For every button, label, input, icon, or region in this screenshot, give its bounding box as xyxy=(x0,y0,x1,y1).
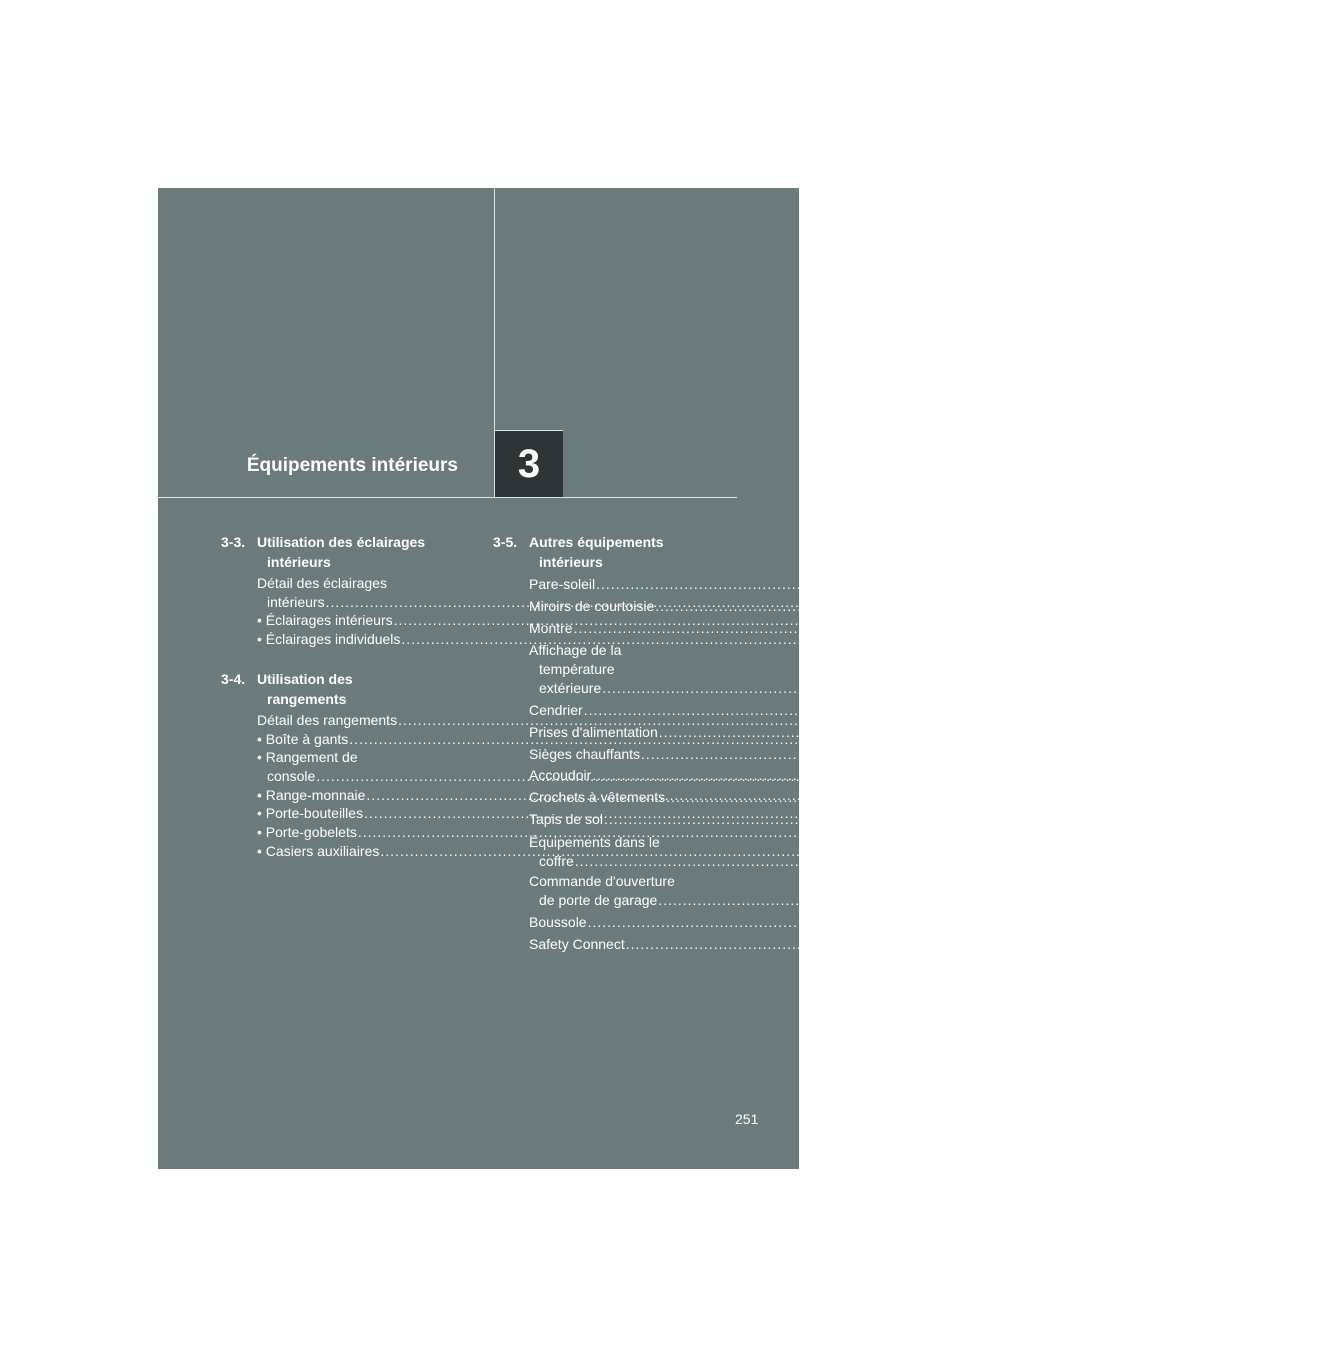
toc-entry-page: 319 xyxy=(1037,612,1061,629)
toc-entry[interactable] xyxy=(529,641,1270,698)
toc-entry-text: Équipements dans le xyxy=(529,833,660,850)
dot-leader xyxy=(596,574,1237,596)
toc-entry-page: 349 xyxy=(1301,892,1326,909)
section-number: 3-3. xyxy=(221,534,246,550)
toc-entry-label: Tapis de sol xyxy=(529,811,603,828)
toc-entry-label: • Porte-bouteilles xyxy=(257,805,364,822)
toc-entry-page: 338 xyxy=(1302,723,1326,740)
section-title-line-1: Autres équipements xyxy=(529,534,664,550)
toc-entry-label: Montre xyxy=(529,619,573,636)
section-title-line-1: Utilisation des xyxy=(257,670,353,687)
toc-entry-page: 335 xyxy=(1245,680,1270,697)
toc-entry-page: 324 xyxy=(992,730,1017,747)
toc-entry-page: 328 xyxy=(1001,824,1025,841)
dot-leader xyxy=(626,934,1267,956)
section-heading xyxy=(221,532,467,572)
toc-entry[interactable] xyxy=(529,872,1326,910)
toc-entry-line xyxy=(529,852,1242,871)
section-heading xyxy=(493,532,740,572)
chapter-number-box: 3 xyxy=(494,430,563,497)
toc-entry-line xyxy=(529,679,1270,698)
toc-entry-label: extérieure xyxy=(539,680,602,697)
toc-entry-label: coffre xyxy=(539,852,574,869)
toc-entry-label: Pare-soleil xyxy=(529,576,596,592)
section-title-line-1: Utilisation des éclairages xyxy=(257,534,426,550)
toc-entry-label: • Éclairages individuels xyxy=(257,631,401,648)
toc-entry-page: 318 xyxy=(969,593,993,610)
toc-entry-page: 332 xyxy=(1239,576,1264,592)
toc-entry-line xyxy=(529,934,1293,956)
section-title-line-2: intérieurs xyxy=(539,554,603,570)
toc-entry-page: 334 xyxy=(1217,619,1241,636)
toc-entry-line xyxy=(529,912,1255,934)
toc-entry[interactable] xyxy=(257,711,1065,730)
dot-leader xyxy=(588,912,1229,934)
dot-leader xyxy=(574,618,1215,640)
toc-entry-line xyxy=(529,574,1264,596)
toc-entry-page: 343 xyxy=(1235,767,1260,784)
toc-entry-page: 330 xyxy=(1023,842,1048,859)
toc-entry-page: 341 xyxy=(1284,745,1308,762)
section-number: 3-5. xyxy=(493,534,518,550)
section-title-line-2: intérieurs xyxy=(267,554,331,570)
dot-leader xyxy=(592,765,1233,787)
toc-entry-label: Accoudoir xyxy=(529,767,592,784)
toc-entry[interactable] xyxy=(529,574,1264,596)
toc-entry-page: 320 xyxy=(1044,631,1069,648)
dot-leader xyxy=(602,680,1243,696)
toc-entry-page: 358 xyxy=(1231,913,1255,930)
toc-entry-page: 333 xyxy=(1298,597,1323,614)
vertical-divider xyxy=(494,188,495,430)
section-heading xyxy=(221,669,467,709)
dot-leader xyxy=(658,892,1299,908)
dot-leader xyxy=(575,853,1216,869)
toc-entry-line xyxy=(257,630,1069,649)
dot-leader xyxy=(641,744,1282,766)
toc-entry-text: Commande d'ouverture xyxy=(529,873,675,890)
toc-entry-label: de porte de garage xyxy=(539,892,658,909)
toc-entry-label: Crochets à vêtements xyxy=(529,789,666,806)
toc-entry-label: • Éclairages intérieurs xyxy=(257,612,393,629)
page-number: 251 xyxy=(735,1111,759,1127)
section-title-line-2: rangements xyxy=(267,690,347,707)
toc-entry-label: Safety Connect xyxy=(529,935,625,952)
toc-entry-page: 326 xyxy=(1009,786,1034,803)
toc-entry-label: Détail des rangements xyxy=(257,711,398,728)
toc-entry[interactable] xyxy=(529,934,1293,956)
toc-entry-page: 345 xyxy=(1247,811,1271,828)
dot-leader xyxy=(659,722,1300,744)
toc-entry-label: intérieurs xyxy=(267,593,325,610)
toc-entry-page: 325 xyxy=(959,767,984,784)
toc-entry-text: Détail des éclairages xyxy=(257,575,387,591)
toc-entry-text: température xyxy=(539,661,615,678)
toc-entry-label: • Range-monnaie xyxy=(257,786,366,803)
toc-entry[interactable] xyxy=(529,912,1255,934)
dot-leader xyxy=(655,593,1296,618)
toc-entry-label: Miroirs de courtoisie xyxy=(529,597,655,614)
toc-entry-label: • Porte-gobelets xyxy=(257,824,357,841)
toc-entry-label: Sièges chauffants xyxy=(529,745,641,762)
toc-entry-page: 327 xyxy=(1007,805,1031,822)
dot-leader xyxy=(666,787,1307,809)
toc-entry-page: 347 xyxy=(1218,852,1242,869)
toc-entry-line xyxy=(257,711,1065,730)
toc-entry-text: • Rangement de xyxy=(257,749,358,766)
toc-entry[interactable] xyxy=(257,630,1069,649)
toc-entry-label: Cendrier xyxy=(529,701,583,718)
toc-entry-label: Boussole xyxy=(529,913,587,930)
toc-entry-label: • Casiers auxiliaires xyxy=(257,842,380,859)
dot-leader xyxy=(604,809,1245,831)
toc-entry-page: 362 xyxy=(1269,935,1293,952)
toc-entry-line xyxy=(529,891,1326,910)
toc-entry[interactable] xyxy=(529,744,1308,766)
toc-entry-page: 337 xyxy=(1227,701,1251,718)
dot-leader xyxy=(584,700,1225,722)
toc-entry-text: Affichage de la xyxy=(529,642,622,659)
toc-entry-label: console xyxy=(267,767,316,784)
horizontal-divider xyxy=(158,497,737,498)
section-number: 3-4. xyxy=(221,670,246,687)
chapter-title: Équipements intérieurs xyxy=(246,455,458,476)
toc-entry-label: Prises d'alimentation xyxy=(529,723,658,740)
toc-entry-page: 344 xyxy=(1309,789,1333,806)
toc-entry-page: 322 xyxy=(1041,711,1065,728)
toc-entry-label: • Boîte à gants xyxy=(257,730,349,747)
toc-entry-line xyxy=(529,744,1308,766)
